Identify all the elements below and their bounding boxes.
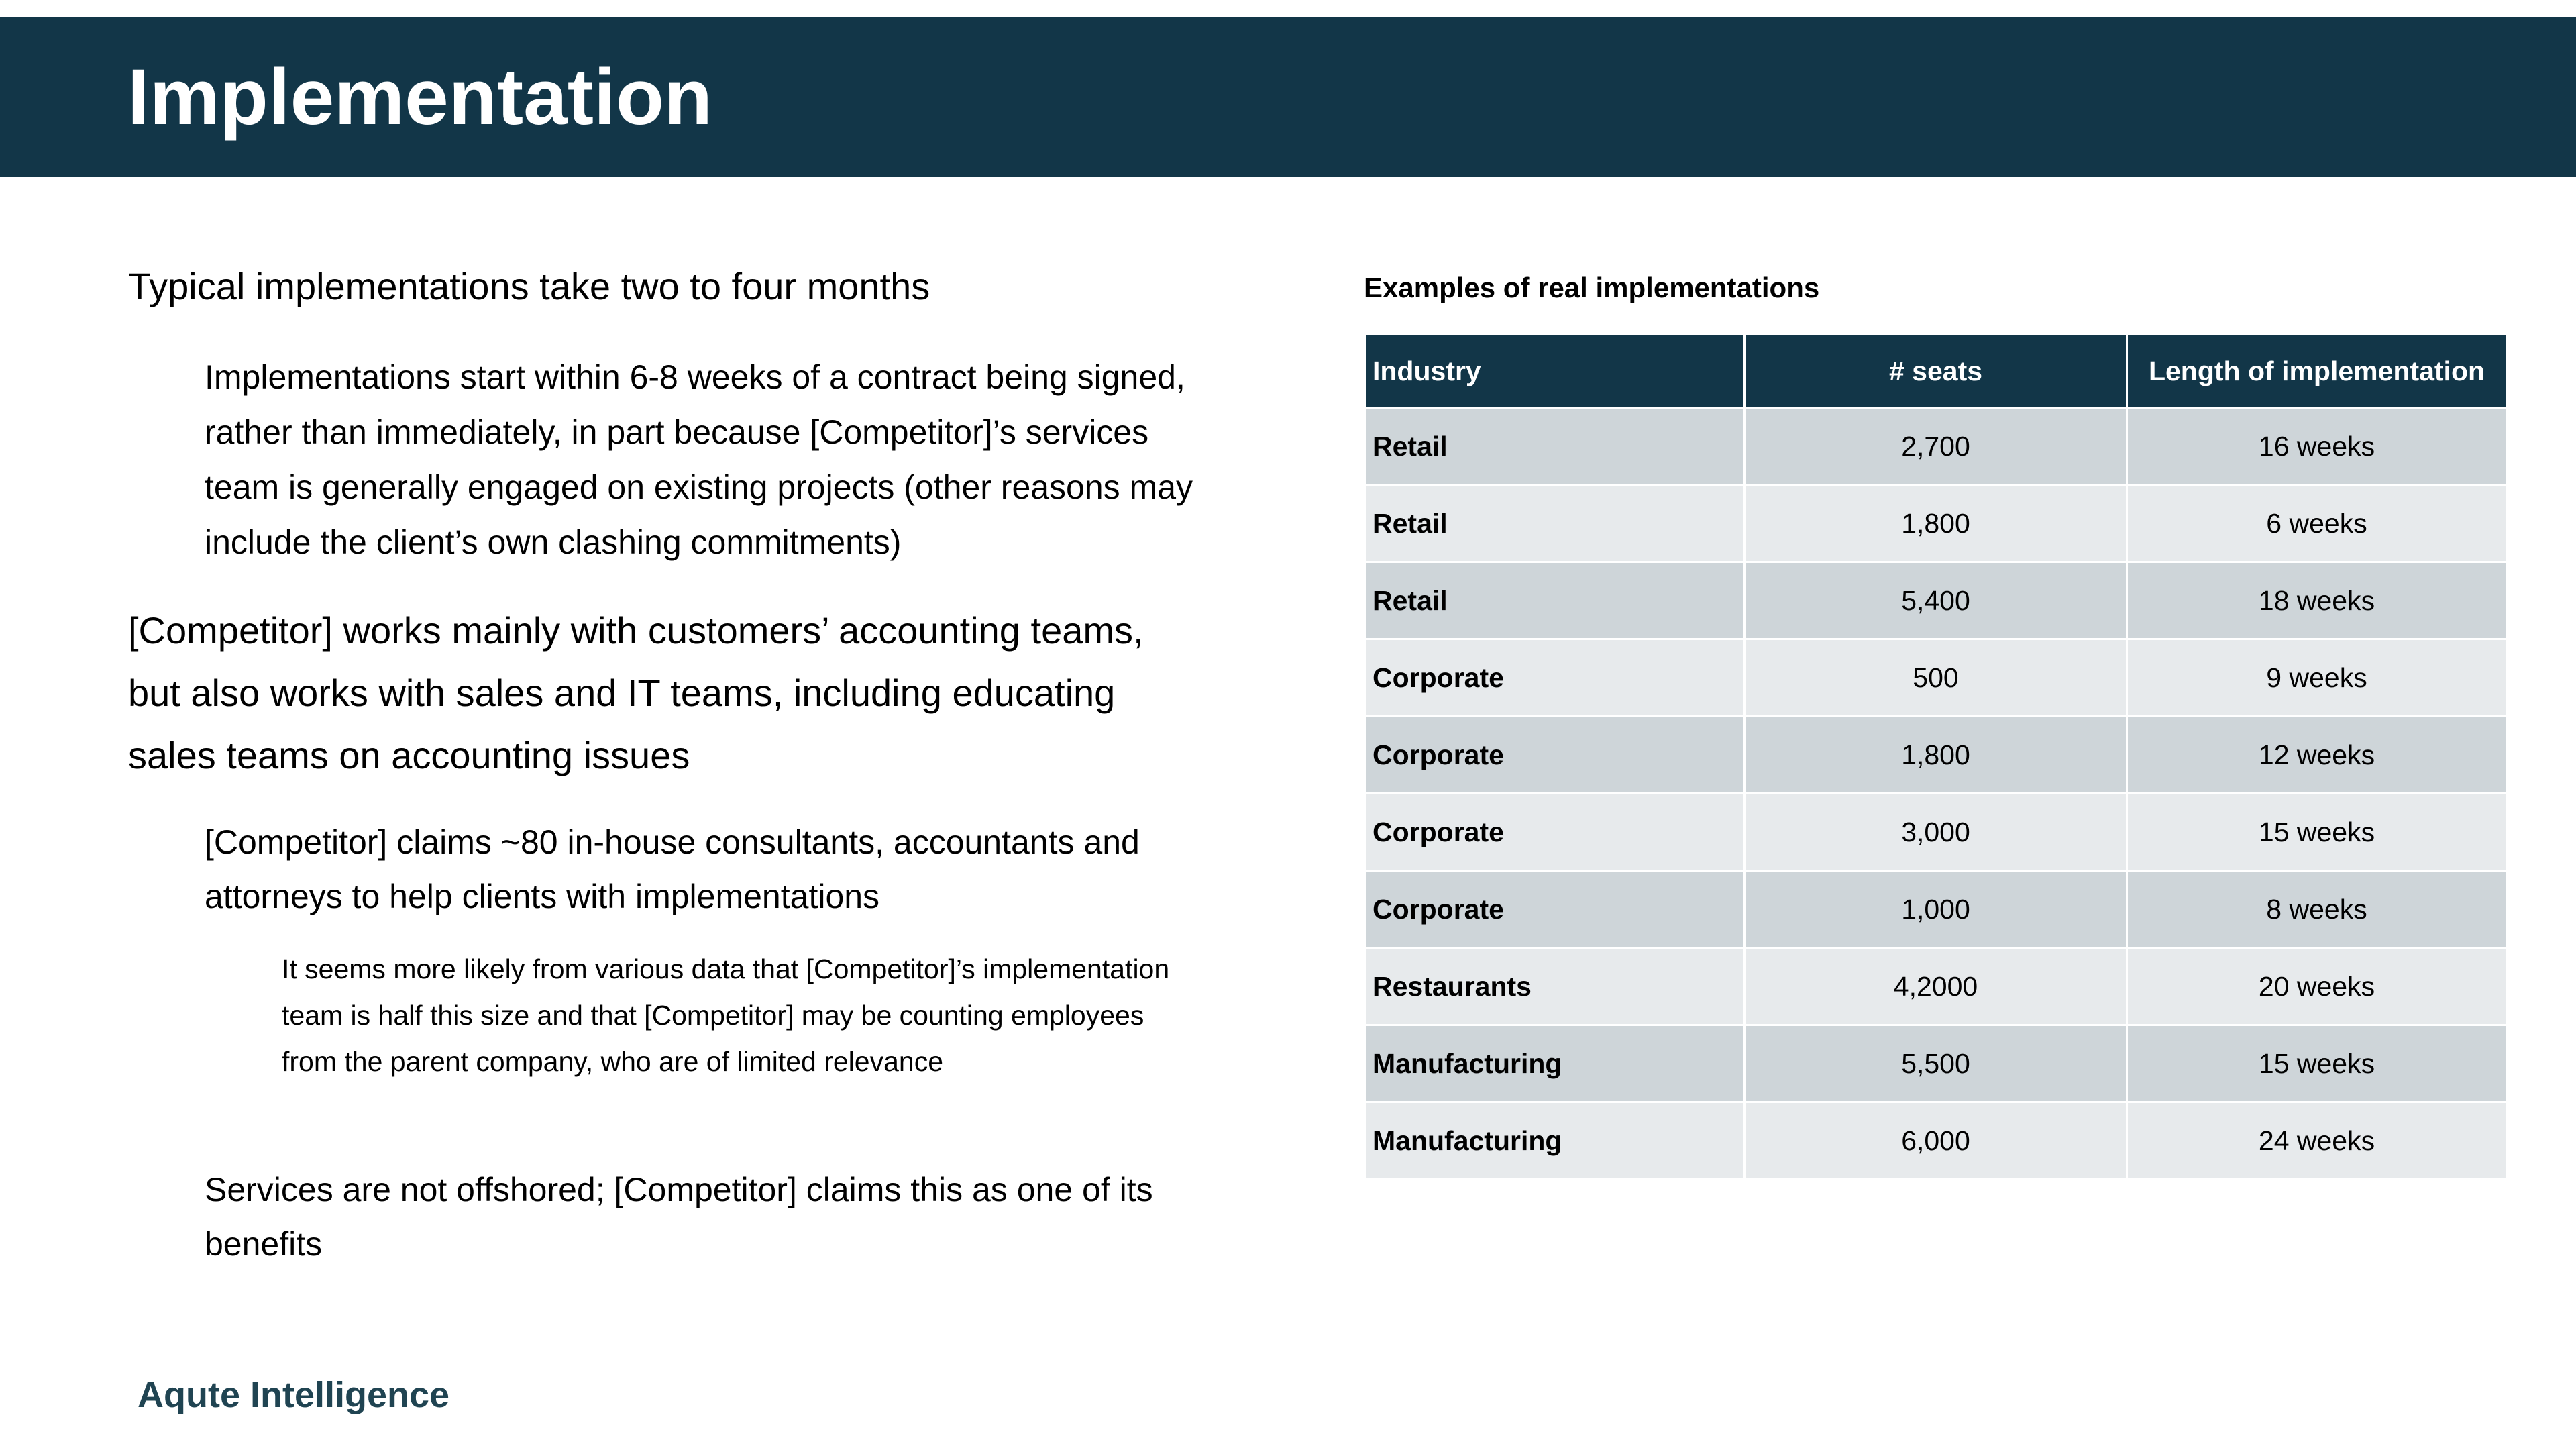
cell-seats: 5,500: [1745, 1025, 2127, 1102]
page-title: Implementation: [127, 52, 712, 142]
table-row: [1365, 408, 2507, 485]
cell-length: 18 weeks: [2127, 562, 2507, 639]
cell-industry: Restaurants: [1365, 948, 1745, 1025]
cell-length: 9 weeks: [2127, 639, 2507, 717]
bullet-level-2: [Competitor] claims ~80 in-house consultants, accountants and attorneys to help clients with implementations: [205, 823, 1140, 915]
cell-seats: 2,700: [1745, 408, 2127, 485]
cell-industry: Corporate: [1365, 794, 1745, 871]
column-header-seats: # seats: [1745, 335, 2127, 408]
aqute-intelligence-logo: Aqute Intelligence: [138, 1375, 450, 1415]
cell-seats: 6,000: [1745, 1102, 2127, 1180]
cell-industry: Retail: [1365, 485, 1745, 562]
cell-length: 24 weeks: [2127, 1102, 2507, 1180]
cell-industry: Corporate: [1365, 639, 1745, 717]
table-row: [1365, 794, 2507, 871]
table-row: [1365, 1025, 2507, 1102]
cell-industry: Corporate: [1365, 717, 1745, 794]
cell-length: 16 weeks: [2127, 408, 2507, 485]
table-row: [1365, 717, 2507, 794]
table-row: [1365, 639, 2507, 717]
table-row: [1365, 562, 2507, 639]
cell-seats: 1,000: [1745, 871, 2127, 948]
bullet-level-2: Services are not offshored; [Competitor] claims this as one of its benefits: [205, 1171, 1153, 1263]
cell-seats: 4,2000: [1745, 948, 2127, 1025]
cell-length: 15 weeks: [2127, 1025, 2507, 1102]
table-caption: Examples of real implementations: [1364, 272, 1820, 303]
cell-industry: Manufacturing: [1365, 1025, 1745, 1102]
bullet-level-2: Implementations start within 6-8 weeks of a contract being signed, rather than immediately, in part because [Competitor]’s services team is generally engaged on existing projects (other reasons may include the client’s own clashing commitments): [205, 358, 1193, 561]
cell-seats: 5,400: [1745, 562, 2127, 639]
column-header-length: Length of implementation: [2127, 335, 2507, 408]
cell-industry: Retail: [1365, 408, 1745, 485]
bullet-level-1: Typical implementations take two to four months: [128, 265, 930, 307]
cell-seats: 3,000: [1745, 794, 2127, 871]
table-row: [1365, 485, 2507, 562]
table-header-row: [1365, 335, 2507, 408]
cell-industry: Retail: [1365, 562, 1745, 639]
cell-industry: Manufacturing: [1365, 1102, 1745, 1180]
cell-seats: 1,800: [1745, 485, 2127, 562]
cell-length: 20 weeks: [2127, 948, 2507, 1025]
implementations-table: [1364, 333, 2508, 1180]
cell-industry: Corporate: [1365, 871, 1745, 948]
column-header-industry: Industry: [1365, 335, 1745, 408]
cell-seats: 1,800: [1745, 717, 2127, 794]
cell-length: 12 weeks: [2127, 717, 2507, 794]
cell-length: 15 weeks: [2127, 794, 2507, 871]
table-row: [1365, 1102, 2507, 1180]
cell-length: 6 weeks: [2127, 485, 2507, 562]
table-row: [1365, 871, 2507, 948]
title-banner: [0, 17, 2576, 177]
table-row: [1365, 948, 2507, 1025]
bullet-level-3: It seems more likely from various data that [Competitor]’s implementation team is half this size and that [Competitor] may be counting employees from the parent company, who are of limited relevance: [282, 953, 1170, 1077]
cell-length: 8 weeks: [2127, 871, 2507, 948]
cell-seats: 500: [1745, 639, 2127, 717]
bullet-level-1: [Competitor] works mainly with customers’ accounting teams, but also works with sales and IT teams, including educating sales teams on accounting issues: [128, 609, 1144, 776]
